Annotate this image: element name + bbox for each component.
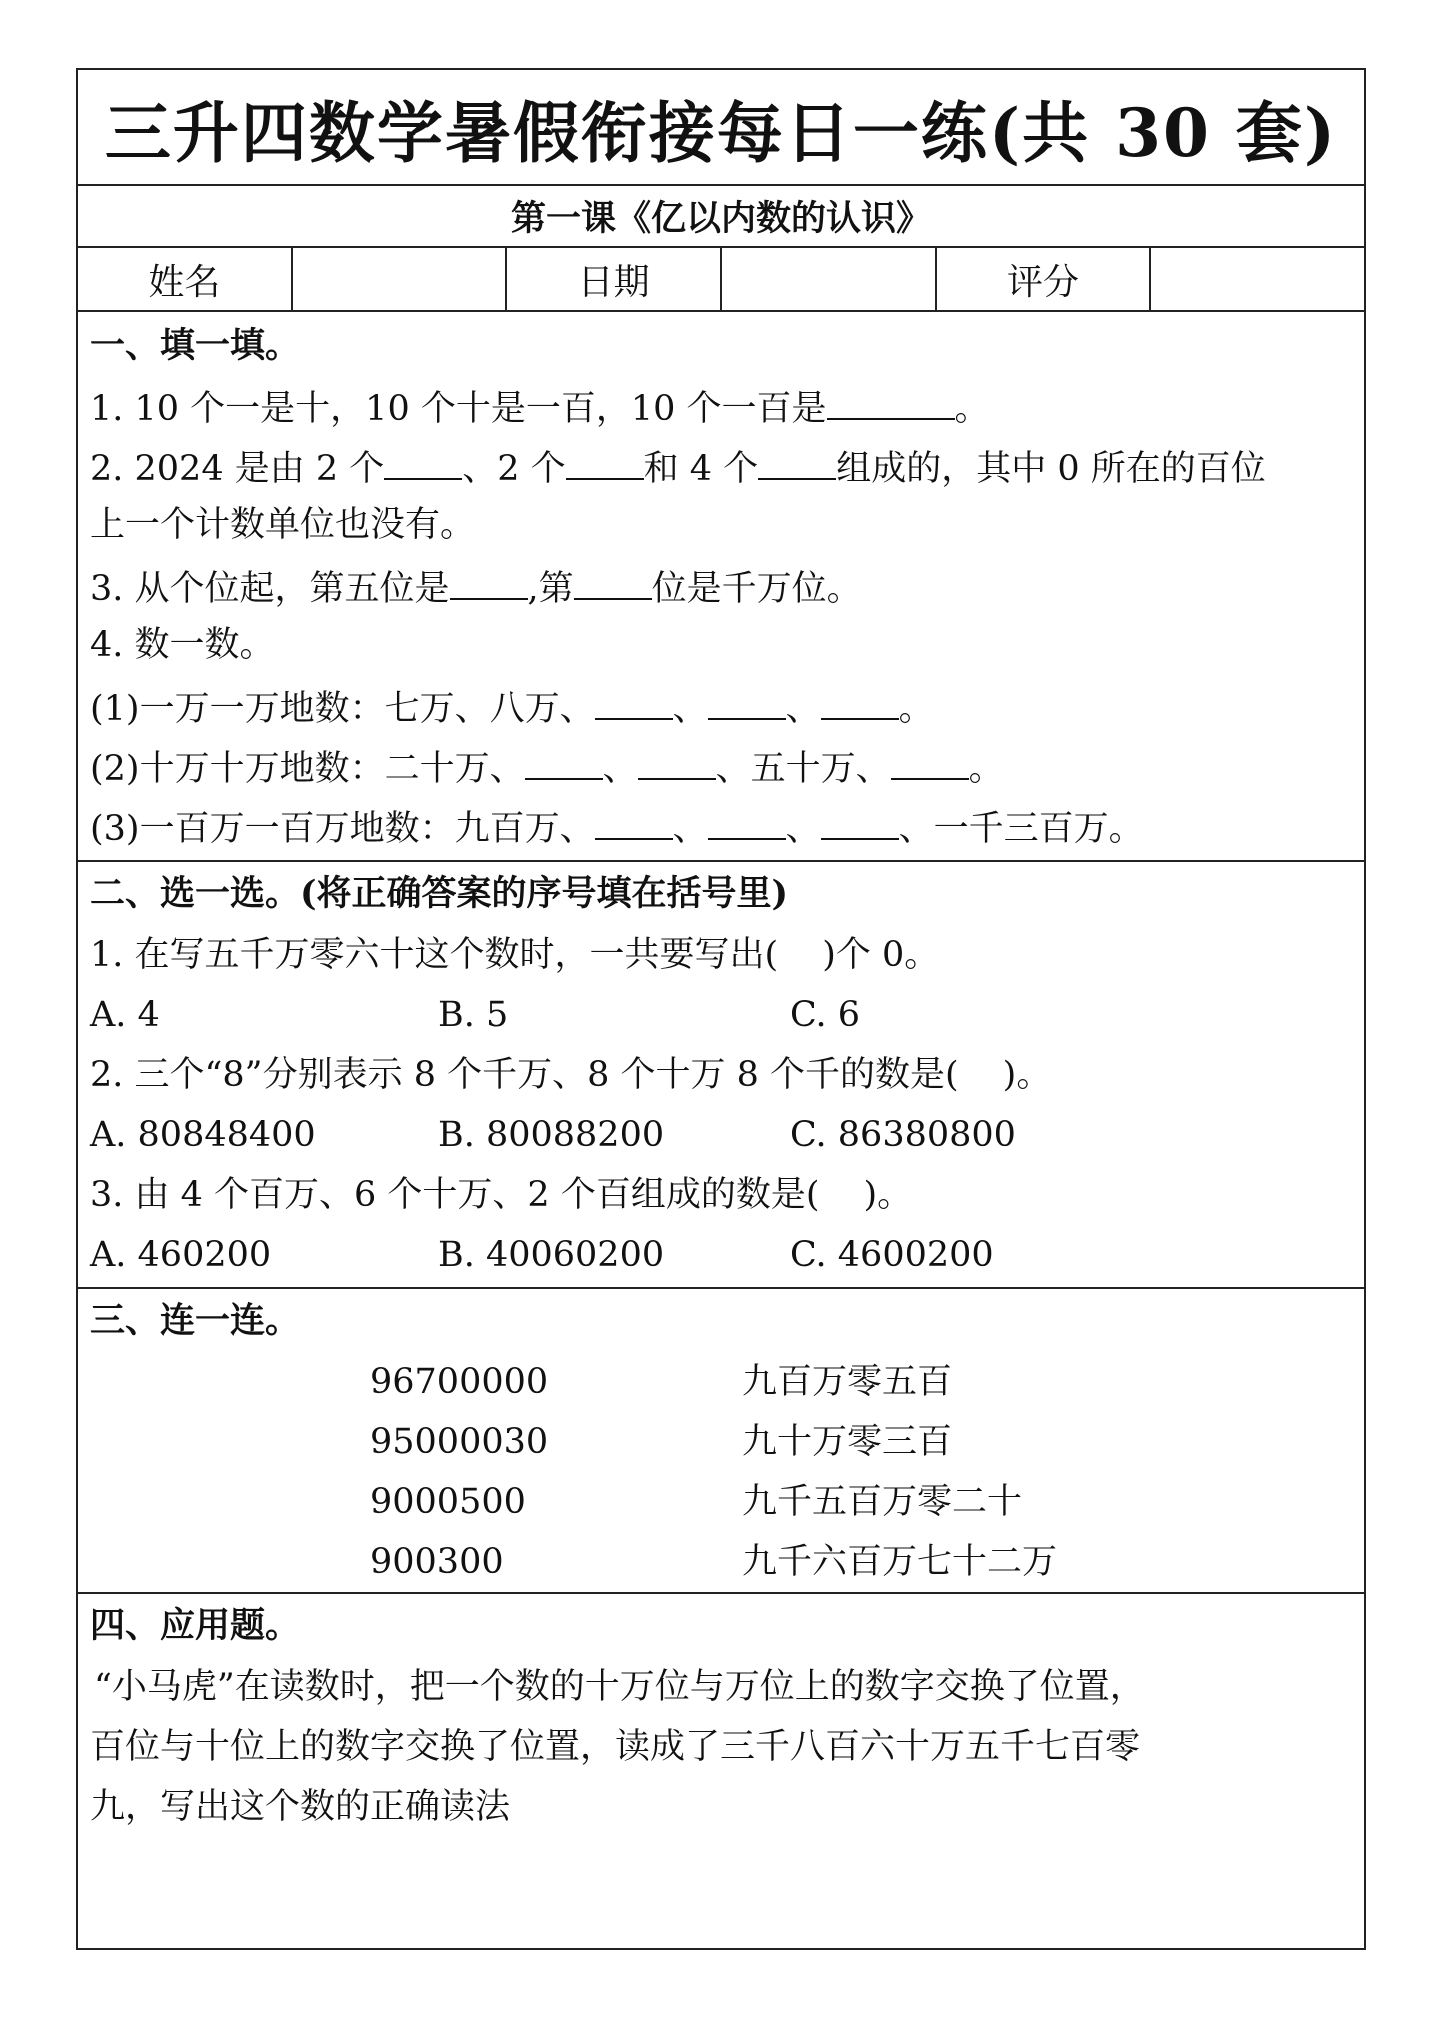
option-a: A. 460200 xyxy=(90,1235,272,1275)
date-label: 日期 xyxy=(507,248,722,310)
answer-blank[interactable] xyxy=(827,388,955,420)
question-text: 、 xyxy=(785,809,821,849)
question-text: 2. 2024 是由 2 个 xyxy=(90,449,385,489)
problem-text-line: 九，写出这个数的正确读法 xyxy=(90,1787,511,1827)
question-1 xyxy=(90,388,990,427)
mc-question-2 xyxy=(90,1055,1052,1095)
section-heading: 三、连一连。 xyxy=(90,1300,301,1341)
question-4-1 xyxy=(90,688,934,727)
section-multiple-choice xyxy=(78,862,1364,1289)
question-text: 2. 三个“8”分别表示 8 个千万、8 个十万 8 个千的数是( xyxy=(90,1055,959,1095)
question-3 xyxy=(90,568,862,607)
name-field[interactable] xyxy=(293,248,508,310)
answer-blank[interactable] xyxy=(891,748,969,780)
question-text: ,第 xyxy=(527,569,574,609)
name-label: 姓名 xyxy=(78,248,293,310)
match-left-item[interactable]: 9000500 xyxy=(370,1482,526,1522)
question-text: 。 xyxy=(898,689,934,729)
question-text: 位是千万位。 xyxy=(651,569,862,609)
question-4-2 xyxy=(90,748,1004,787)
mc-question-1 xyxy=(90,935,940,975)
option-c: C. 86380800 xyxy=(790,1115,1016,1155)
answer-blank[interactable] xyxy=(638,748,716,780)
option-b: B. 40060200 xyxy=(438,1235,665,1275)
question-text: 、 xyxy=(672,809,708,849)
option-b: B. 5 xyxy=(438,995,509,1035)
problem-text-line: “小马虎”在读数时，把一个数的十万位与万位上的数字交换了位置， xyxy=(94,1667,1145,1707)
question-text: (2)十万十万地数：二十万、 xyxy=(90,749,525,789)
score-label: 评分 xyxy=(937,248,1152,310)
question-text: 和 4 个 xyxy=(643,449,759,489)
question-text: 1. 10 个一是十，10 个十是一百，10 个一百是 xyxy=(90,389,827,429)
answer-blank[interactable] xyxy=(708,688,786,720)
match-left-item[interactable]: 95000030 xyxy=(370,1422,549,1462)
question-text: 、 xyxy=(672,689,708,729)
worksheet-title: 三升四数学暑假衔接每日一练(共 30 套) xyxy=(104,93,1338,172)
option-a: A. 80848400 xyxy=(90,1115,316,1155)
score-field[interactable] xyxy=(1151,248,1364,310)
title-row xyxy=(78,70,1364,186)
question-text: )个 0。 xyxy=(822,935,940,975)
answer-blank[interactable] xyxy=(525,748,603,780)
answer-area[interactable] xyxy=(90,1844,1340,1940)
answer-blank[interactable] xyxy=(450,568,528,600)
question-4-3 xyxy=(90,808,1144,847)
option-a: A. 4 xyxy=(90,995,160,1035)
lesson-row xyxy=(78,186,1364,248)
match-right-item[interactable]: 九千五百万零二十 xyxy=(742,1482,1023,1522)
option-c: C. 6 xyxy=(790,995,861,1035)
question-text: 、一千三百万。 xyxy=(898,809,1144,849)
answer-blank[interactable] xyxy=(821,688,899,720)
question-text: 1. 在写五千万零六十这个数时，一共要写出( xyxy=(90,935,779,975)
question-text: 组成的，其中 0 所在的百位 xyxy=(836,449,1266,489)
question-text: 、2 个 xyxy=(462,449,566,489)
question-text: 、五十万、 xyxy=(715,749,891,789)
question-text: 。 xyxy=(968,749,1004,789)
answer-blank[interactable] xyxy=(574,568,652,600)
question-text: 3. 由 4 个百万、6 个十万、2 个百组成的数是( xyxy=(90,1175,820,1215)
option-c: C. 4600200 xyxy=(790,1235,994,1275)
answer-blank[interactable] xyxy=(708,808,786,840)
section-word-problem xyxy=(78,1594,1364,1950)
mc-question-3 xyxy=(90,1175,913,1215)
section-heading: 四、应用题。 xyxy=(90,1605,301,1646)
match-left-item[interactable]: 900300 xyxy=(370,1542,504,1582)
question-text: )。 xyxy=(863,1175,913,1215)
section-matching xyxy=(78,1289,1364,1594)
lesson-title: 第一课《亿以内数的认识》 xyxy=(510,198,931,239)
problem-text-line: 百位与十位上的数字交换了位置，读成了三千八百六十万五千七百零 xyxy=(90,1727,1141,1767)
answer-blank[interactable] xyxy=(821,808,899,840)
date-field[interactable] xyxy=(722,248,937,310)
question-4: 4. 数一数。 xyxy=(90,625,275,665)
question-text: 。 xyxy=(954,389,990,429)
match-right-item[interactable]: 九百万零五百 xyxy=(742,1362,953,1402)
section-fill-in xyxy=(78,312,1364,862)
section-heading: 一、填一填。 xyxy=(90,325,301,366)
question-2 xyxy=(90,448,1266,487)
answer-blank[interactable] xyxy=(595,688,673,720)
answer-blank[interactable] xyxy=(566,448,644,480)
match-right-item[interactable]: 九十万零三百 xyxy=(742,1422,953,1462)
worksheet xyxy=(76,68,1366,1950)
match-left-item[interactable]: 96700000 xyxy=(370,1362,549,1402)
question-text: 、 xyxy=(785,689,821,729)
question-2-cont: 上一个计数单位也没有。 xyxy=(90,505,476,545)
section-heading: 二、选一选。(将正确答案的序号填在括号里) xyxy=(90,873,789,914)
question-text: 3. 从个位起，第五位是 xyxy=(90,569,450,609)
question-text: (3)一百万一百万地数：九百万、 xyxy=(90,809,595,849)
question-text: )。 xyxy=(1002,1055,1052,1095)
answer-blank[interactable] xyxy=(384,448,462,480)
question-text: (1)一万一万地数：七万、八万、 xyxy=(90,689,595,729)
option-b: B. 80088200 xyxy=(438,1115,665,1155)
question-text: 、 xyxy=(602,749,638,789)
answer-blank[interactable] xyxy=(595,808,673,840)
info-row xyxy=(78,248,1364,312)
match-right-item[interactable]: 九千六百万七十二万 xyxy=(742,1542,1058,1582)
answer-blank[interactable] xyxy=(758,448,836,480)
